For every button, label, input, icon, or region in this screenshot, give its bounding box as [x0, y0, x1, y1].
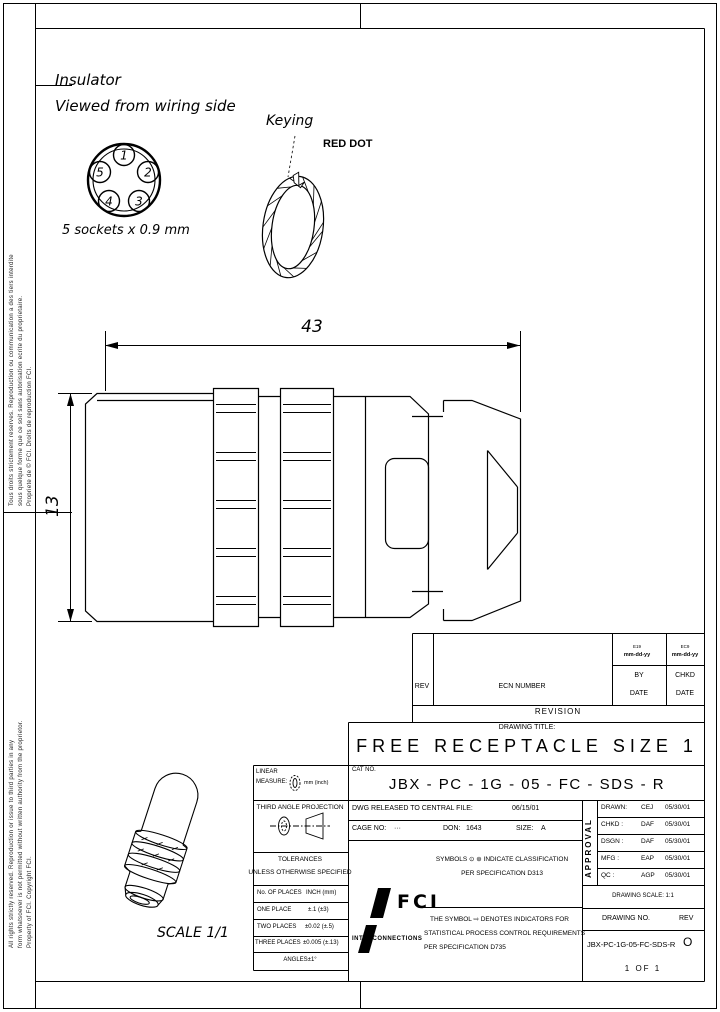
projection-label: THIRD ANGLE PROJECTION: [256, 804, 344, 811]
revision-stamp-chkd: EC9: [680, 644, 690, 649]
drawing-title: FREE RECEPTACLE SIZE 1: [356, 736, 698, 756]
tol-row-value: ±0.02 (±.5): [305, 924, 334, 930]
revision-col-by-date: DATE: [629, 690, 649, 697]
drawing-rev-value: O: [683, 935, 693, 949]
drawing-scale: DRAWING SCALE: 1:1: [612, 893, 674, 899]
margin-notice-english-line: Property of FCI. Copyright FCI.: [27, 856, 33, 948]
revision-col-ecn: ECN NUMBER: [498, 683, 546, 690]
revision-col-rev: REV: [414, 683, 430, 690]
revision-date-format-by: mm-dd-yy: [623, 652, 651, 658]
approval-date: 05/30/01: [665, 872, 691, 879]
linear-measure-value: mm (inch): [304, 780, 329, 786]
approval-initials: DAF: [641, 821, 654, 828]
socket-number-2: 2: [144, 165, 152, 180]
approval-role: DSGN :: [601, 838, 624, 845]
insulator-title: Insulator: [55, 71, 121, 89]
classification-note-line: PER SPECIFICATION D313: [461, 870, 543, 877]
tol-row-label: ONE PLACE: [257, 907, 292, 913]
margin-notice-french-line: Propriete de © FCI. Droits de reproduction FCI.: [27, 366, 33, 506]
revision-col-chkd: CHKD: [675, 672, 695, 679]
sheet-count: 1 OF 1: [624, 964, 662, 973]
linear-measure-label: LINEAR: [256, 769, 278, 775]
tol-row-value: ±0.005 (±.13): [303, 940, 339, 946]
margin-notice-english-line: form whatsoever is not permitted without written authority from the proprietor.: [18, 720, 24, 948]
linear-measure-icon: [290, 776, 300, 791]
approval-date: 05/30/01: [665, 804, 691, 811]
approval-date: 05/30/01: [665, 838, 691, 845]
margin-notice-english-line: All rights strictly reserved. Reproduction or issue to third parties in any: [9, 739, 15, 948]
approval-role: DRAWN:: [601, 804, 628, 811]
socket-number-1: 1: [120, 148, 128, 163]
approval-initials: DAF: [641, 838, 654, 845]
tol-row-label: No. OF PLACES: [257, 890, 302, 896]
socket-number-3: 3: [135, 194, 143, 209]
ring-hatching: [256, 173, 329, 281]
keying-label: Keying: [266, 113, 314, 129]
tol-row-label: TWO PLACES: [257, 924, 297, 930]
margin-notice-french: [8, 84, 35, 506]
keying-ring-view: [256, 136, 330, 282]
drawing-title-label: DRAWING TITLE:: [498, 724, 556, 731]
tol-row-label: THREE PLACES: [255, 940, 301, 946]
socket-number-5: 5: [96, 165, 104, 180]
cat-no-label: CAT NO.: [352, 767, 376, 773]
approval-initials: AGP: [641, 872, 655, 879]
cat-no-value: JBX - PC - 1G - 05 - FC - SDS - R: [388, 776, 666, 793]
approval-role: CHKD :: [601, 821, 624, 828]
dimension-length-label: 43: [301, 317, 323, 337]
margin-notice-french-line: sous quelque forme que ce soit sans autorisation ecrite du proprietaire.: [18, 295, 24, 506]
tol-row-value: INCH (mm): [306, 890, 337, 896]
keying-leader-line: [288, 136, 295, 177]
red-dot-label: RED DOT: [323, 138, 373, 150]
dwg-released-label: DWG RELEASED TO CENTRAL FILE:: [352, 805, 473, 812]
revision-caption: REVISION: [534, 707, 582, 716]
revision-col-chkd-date: DATE: [675, 690, 695, 697]
size-value: A: [541, 825, 546, 832]
don-label: DON:: [443, 825, 461, 832]
socket-numbers: [96, 149, 152, 209]
revision-col-by: BY: [634, 672, 644, 679]
drawing-no-label: DRAWING NO.: [602, 915, 650, 922]
approval-initials: EAP: [641, 855, 655, 862]
approval-date: 05/30/01: [665, 821, 691, 828]
cage-no-label: CAGE NO:: [352, 825, 387, 832]
size-label: SIZE:: [516, 825, 534, 832]
linear-measure-label2: MEASURE:: [256, 779, 288, 785]
approval-role: QC :: [601, 872, 615, 879]
dwg-released-date: 06/15/01: [512, 805, 540, 812]
drawing-no-value: JBX-PC-1G-05-FC-SDS-R: [587, 940, 676, 949]
dimension-arrowheads: [67, 342, 520, 622]
drawing-rev-label: REV: [679, 915, 694, 922]
margin-notice-french-line: Tous droits strictement reserves. Reproduction ou communication a des tiers interdite: [9, 254, 15, 506]
classification-note-line: SYMBOLS ⊙ ⊛ INDICATE CLASSIFICATION: [435, 856, 569, 863]
scale-label: SCALE 1/1: [157, 925, 229, 941]
spc-note-line: STATISTICAL PROCESS CONTROL REQUIREMENTS: [424, 930, 586, 937]
revision-date-format-chkd: mm-dd-yy: [671, 652, 699, 658]
spc-note-line: PER SPECIFICATION D735: [424, 944, 506, 951]
socket-number-4: 4: [105, 194, 113, 209]
revision-stamp-by: E19: [632, 644, 642, 649]
tol-row-value: ±.1 (±3): [308, 907, 329, 913]
sockets-caption: 5 sockets x 0.9 mm: [62, 223, 190, 238]
dimension-height-label: 13: [43, 495, 63, 517]
don-value: 1643: [466, 825, 482, 832]
tolerances-title: TOLERANCES: [278, 856, 322, 863]
tolerances-subtitle: UNLESS OTHERWISE SPECIFIED: [248, 869, 352, 876]
dimension-lines: [58, 331, 521, 622]
fci-logo-subtext: INTERCONNECTIONS: [352, 936, 423, 942]
cage-no-value: ···: [394, 825, 401, 832]
insulator-subtitle: Viewed from wiring side: [55, 97, 236, 115]
receptacle-iso-view: [115, 766, 209, 913]
fci-logo-text: FCI: [397, 891, 440, 913]
approval-role: MFG :: [601, 855, 620, 862]
fci-logo-icon: [358, 888, 391, 953]
third-angle-projection-icon: [270, 813, 330, 839]
receptacle-side-view: [86, 389, 521, 627]
insulator-front-view: [88, 144, 160, 216]
margin-notice-english: [8, 548, 35, 948]
tol-row-angles: ANGLES±1°: [283, 957, 317, 963]
approval-label: APPROVAL: [584, 818, 593, 878]
approval-date: 05/30/01: [665, 855, 691, 862]
spc-note-line: THE SYMBOL ⇨ DENOTES INDICATORS FOR: [430, 916, 569, 923]
approval-initials: CEJ: [641, 804, 654, 811]
